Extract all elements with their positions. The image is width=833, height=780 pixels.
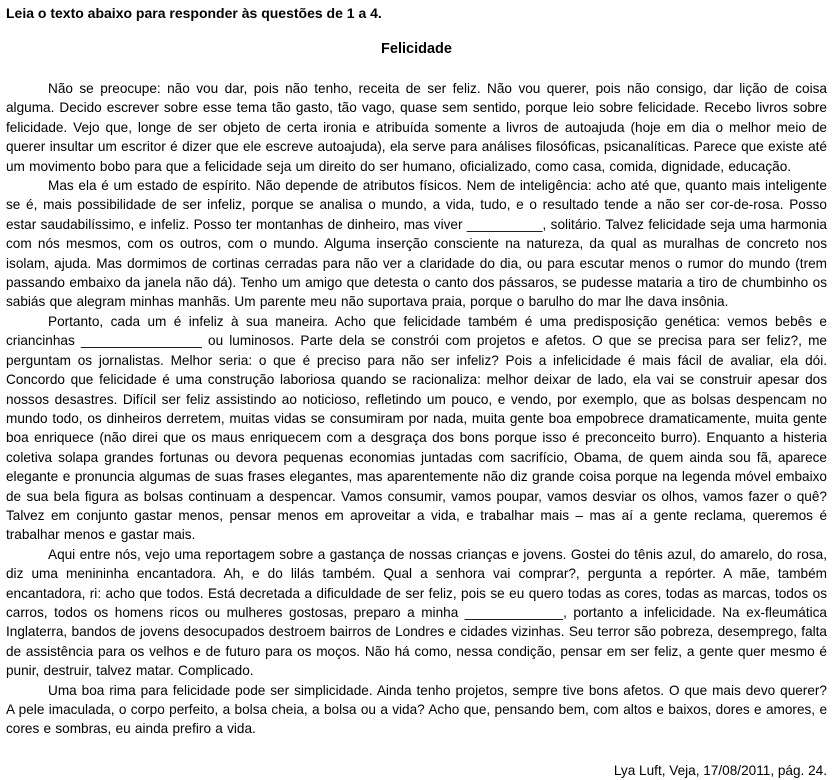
instruction-line: Leia o texto abaixo para responder às questões de 1 a 4. (6, 5, 382, 21)
paragraph-3: Portanto, cada um é infeliz à sua maneira. Acho que felicidade também é uma predisposição genética: vemos bebês e criancinhas ________________ ou luminosos. Parte dela se constrói com projetos e afetos. O que se precisa para ser feliz?, me perguntam os jornalistas. Melhor seria: o que é preciso para não ser infeliz? Pois a infelicidade é mais fácil de avaliar, ela dói. Concordo que felicidade é uma construção laboriosa quando se racionaliza: melhor deixar de lado, ela vai se construir apesar dos nossos desastres. Difícil ser feliz assistindo ao noticioso, refletindo um pouco, e vendo, por exemplo, que as bolsas despencam no mundo todo, os dinheiros derretem, muitas vidas se consumiram por nada, muita gente boa empobrece dramaticamente, muita gente boa enriquece (não direi que os maus enriquecem com a desgraça dos bons porque isso é preconceito burro). Enquanto a histeria coletiva solapa grandes fortunas ou devora pequenas economias juntadas com sacrifício, Obama, de quem ainda sou fã, aparece elegante e pronuncia algumas de suas frases elegantes, mas aparentemente não diz grande coisa porque na legenda móvel embaixo de sua bela figura as bolsas continuam a despencar. Vamos consumir, vamos poupar, vamos desviar os olhos, vamos fazer o quê? Talvez em conjunto gastar menos, pensar menos em aproveitar a vida, e trabalhar mais – mas aí a gente reclama, queremos é trabalhar menos e gastar mais. (6, 313, 827, 543)
paragraph-2: Mas ela é um estado de espírito. Não depende de atributos físicos. Nem de inteligência: acho até que, quanto mais inteligente se é, mais possibilidade de ser infeliz, porque se analisa o mundo, a vida, tudo, e o resultado tende a não ser cor-de-rosa. Posso estar saudabilíssimo, e infeliz. Posso ter montanhas de dinheiro, mas viver __________, solitário. Talvez felicidade seja uma harmonia com nós mesmos, com os outros, com o mundo. Alguma inserção consciente na natureza, da qual as muralhas de concreto nos isolam, ajuda. Mas dormimos de cortinas cerradas para não ver a claridade do dia, ou para escutar menos o rumor do mundo (trem passando embaixo da janela não dá). Tenho um amigo que detesta o canto dos pássaros, se pudesse mataria a tiro de chumbinho os sabiás que alegram minhas manhãs. Um parente meu não suportava praia, porque o barulho do mar lhe dava insônia. (6, 178, 827, 310)
attribution-line: Lya Luft, Veja, 17/08/2011, pág. 24. (613, 762, 827, 778)
paragraph-5: Uma boa rima para felicidade pode ser simplicidade. Ainda tenho projetos, sempre tive bons afetos. O que mais devo querer? A pele imaculada, o corpo perfeito, a bolsa cheia, a bolsa ou a vida? Acho que, pensando bem, com altos e baixos, dores e amores, e cores e sombras, eu ainda prefiro a vida. (6, 682, 827, 737)
paragraph-4: Aqui entre nós, vejo uma reportagem sobre a gastança de nossas crianças e jovens. Gostei do tênis azul, do amarelo, do rosa, diz uma menininha encantadora. Ah, e do lilás também. Qual a senhora vai comprar?, pergunta a repórter. A mãe, também encantadora, ri: acho que todos. Está decretada a dificuldade de ser feliz, pois se eu quero todas as cores, todas as marcas, todos os carros, todos os homens ricos ou mulheres gostosas, preparo a minha _____________, portanto a infelicidade. Na ex-fleumática Inglaterra, bandos de jovens desocupados destroem bairros de Londres e cidades vizinhas. Seu terror são pobreza, desemprego, falta de assistência para os velhos e de futuro para os moços. Não há como, nessa condição, pensar em ser feliz, a gente quer mesmo é punir, destruir, talvez matar. Complicado. (6, 546, 827, 679)
paragraph-1: Não se preocupe: não vou dar, pois não tenho, receita de ser feliz. Não vou querer, pois não consigo, dar lição de coisa alguma. Decido escrever sobre esse tema tão gasto, tão vago, quase sem sentido, porque leio sobre felicidade. Recebo livros sobre felicidade. Vejo que, longe de ser objeto de certa ironia e atribuída somente a livros de autoajuda (hoje em dia o melhor meio de querer insultar um escritor é dizer que ele escreve autoajuda), ela serve para análises filosóficas, psicanalíticas. Parece que existe até um movimento bobo para que a felicidade seja um direito do ser humano, oficializado, como casa, comida, dignidade, educação. (6, 81, 827, 174)
text-title: Felicidade (381, 41, 452, 57)
text-body (6, 79, 827, 739)
